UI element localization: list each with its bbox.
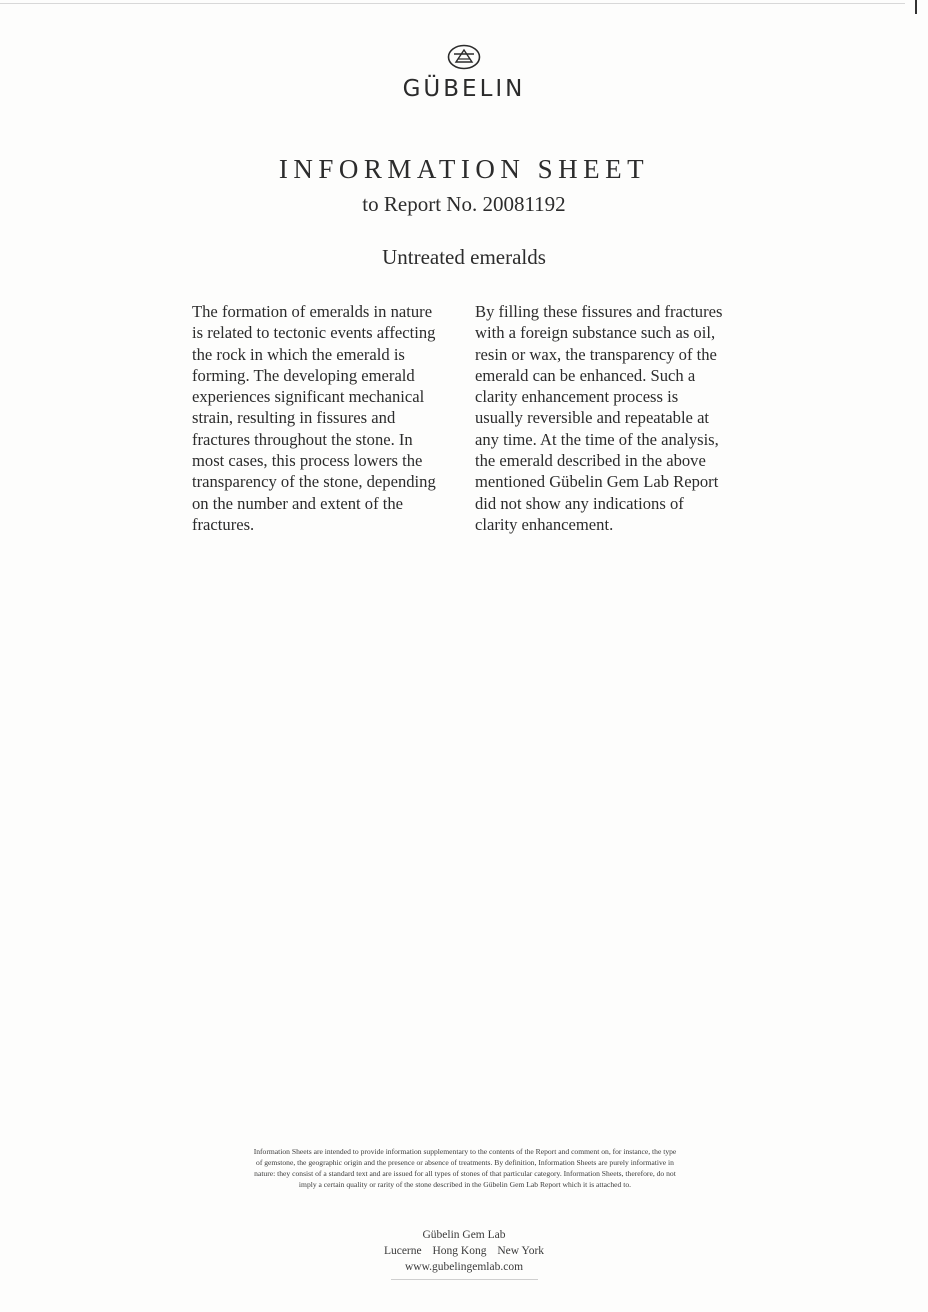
text-line: did not show any indications of — [475, 493, 684, 513]
brand-name: GÜBELIN — [402, 76, 526, 102]
text-line: strain, resulting in fissures and — [192, 408, 396, 428]
document-title: INFORMATION SHEET — [278, 154, 650, 184]
text-line: emerald can be enhanced. Such a — [475, 365, 696, 385]
footer-city: New York — [497, 1245, 545, 1257]
footer-website-link[interactable]: www.gubelingemlab.com — [404, 1261, 524, 1273]
text-line: transparency of the stone, depending — [192, 472, 436, 492]
report-number: to Report No. 20081192 — [362, 192, 566, 216]
footer-divider — [391, 1279, 538, 1280]
scan-corner-mark — [915, 0, 917, 14]
text-line: clarity enhancement process is — [475, 387, 679, 407]
text-line: the emerald described in the above — [475, 451, 706, 471]
footer-city: Hong Kong — [432, 1245, 487, 1257]
text-line: fractures throughout the stone. In — [192, 429, 413, 449]
text-line: usually reversible and repeatable at — [475, 408, 710, 428]
text-line: experiences significant mechanical — [192, 387, 425, 407]
disclaimer-line: of gemstone, the geographic origin and the presence or absence of treatments. By definition, Information Sheets are purely informative in — [256, 1158, 674, 1167]
text-line: most cases, this process lowers the — [192, 451, 423, 471]
text-line: forming. The developing emerald — [192, 365, 415, 385]
text-line: any time. At the time of the analysis, — [475, 429, 719, 449]
disclaimer-line: nature: they consist of a standard text and are issued for all types of stones of that particular category. Information Sheets, therefore, do not — [254, 1169, 676, 1178]
text-line: on the number and extent of the — [192, 493, 404, 513]
text-line: fractures. — [192, 514, 255, 534]
text-line: mentioned Gübelin Gem Lab Report — [475, 472, 719, 492]
footer-city: Lucerne — [383, 1245, 422, 1257]
disclaimer-text — [190, 1146, 740, 1190]
text-line: with a foreign substance such as oil, — [475, 323, 716, 343]
disclaimer-line: Information Sheets are intended to provide information supplementary to the contents of the Report and comment on, for instance, the type — [253, 1147, 677, 1156]
footer-cities — [0, 1243, 928, 1259]
header-logo — [0, 44, 928, 102]
text-line: clarity enhancement. — [475, 514, 614, 534]
disclaimer-line: imply a certain quality or rarity of the stone described in the Gübelin Gem Lab Report which it is attached to. — [298, 1180, 632, 1189]
text-line: resin or wax, the transparency of the — [475, 344, 717, 364]
footer-lab-name: Gübelin Gem Lab — [422, 1229, 506, 1241]
body-column-right — [475, 301, 743, 535]
body-column-left — [192, 301, 460, 535]
scan-edge-line — [0, 3, 905, 4]
text-line: the rock in which the emerald is — [192, 344, 405, 364]
text-line: By filling these fissures and fractures — [475, 302, 723, 321]
section-heading: Untreated emeralds — [382, 245, 546, 269]
footer — [0, 1227, 928, 1275]
gubelin-emblem-icon — [447, 44, 481, 70]
text-line: is related to tectonic events affecting — [192, 323, 436, 343]
text-line: The formation of emeralds in nature — [192, 302, 433, 321]
